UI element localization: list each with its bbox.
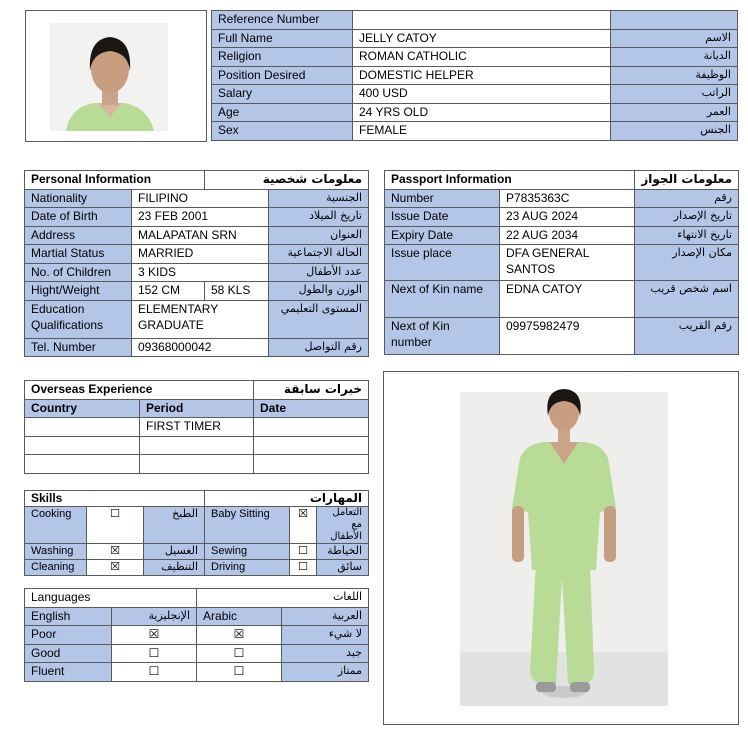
marital-label-ar: الحالة الاجتماعية (269, 245, 369, 264)
skills-table (24, 490, 369, 576)
full-body-photo (384, 372, 740, 726)
header-field-label: Age (212, 103, 353, 122)
header-field-value: JELLY CATOY (353, 29, 611, 48)
address-label: Address (25, 226, 132, 245)
header-field-label: Sex (212, 122, 353, 141)
passport-info-title: Passport Information (385, 171, 635, 190)
expiry-date-label: Expiry Date (385, 226, 500, 245)
kin-number-value: 09975982479 (500, 318, 635, 355)
skill-cooking-label: Cooking (25, 507, 87, 544)
header-field-value (353, 11, 611, 30)
overseas-col-period: Period (140, 399, 254, 418)
overseas-cell (25, 436, 140, 455)
skill-cooking-label-ar: الطبخ (144, 507, 205, 544)
portrait-photo-frame (25, 10, 207, 142)
dob-value: 23 FEB 2001 (132, 208, 269, 227)
header-field-value: DOMESTIC HELPER (353, 66, 611, 85)
personal-info-table (24, 170, 369, 357)
header-field-label: Salary (212, 85, 353, 104)
overseas-cell (254, 436, 369, 455)
overseas-title-ar: خبرات سابقة (254, 381, 369, 400)
kin-name-label-ar: اسم شخص قريب (635, 281, 739, 318)
overseas-cell (140, 455, 254, 474)
header-field-label-ar: الوظيفة (611, 66, 738, 85)
personal-info-title-ar: معلومات شخصية (205, 171, 369, 190)
skill-cooking-checkbox[interactable]: ☐ (87, 507, 144, 544)
header-row (212, 122, 738, 141)
issue-date-label: Issue Date (385, 208, 500, 227)
issue-place-value: DFA GENERAL SANTOS (500, 245, 635, 281)
header-field-value: ROMAN CATHOLIC (353, 48, 611, 67)
languages-title: Languages (25, 589, 197, 608)
nationality-value: FILIPINO (132, 189, 269, 208)
height-value: 152 CM (132, 282, 205, 301)
skill-cleaning-checkbox[interactable]: ☒ (87, 560, 144, 576)
passport-info-title-ar: معلومات الجواز (635, 171, 739, 190)
skill-cleaning-label: Cleaning (25, 560, 87, 576)
passport-number-value: P7835363C (500, 189, 635, 208)
skill-sewing-label-ar: الخياطة (317, 544, 369, 560)
header-field-label: Religion (212, 48, 353, 67)
expiry-date-label-ar: تاريخ الانتهاء (635, 226, 739, 245)
level-good-label-ar: جيد (282, 644, 369, 663)
tel-label-ar: رقم التواصل (269, 338, 369, 357)
skill-driving-label-ar: سائق (317, 560, 369, 576)
tel-label: Tel. Number (25, 338, 132, 357)
arabic-poor-checkbox[interactable]: ☒ (197, 626, 282, 645)
languages-title-ar: اللغات (197, 589, 369, 608)
personal-info-title: Personal Information (25, 171, 205, 190)
arabic-good-checkbox[interactable]: ☐ (197, 644, 282, 663)
overseas-title: Overseas Experience (25, 381, 254, 400)
header-field-value: 400 USD (353, 85, 611, 104)
arabic-fluent-checkbox[interactable]: ☐ (197, 663, 282, 682)
level-fluent-label: Fluent (25, 663, 112, 682)
header-field-value: FEMALE (353, 122, 611, 141)
header-row (212, 85, 738, 104)
children-label-ar: عدد الأطفال (269, 263, 369, 282)
marital-label: Martial Status (25, 245, 132, 264)
header-row (212, 103, 738, 122)
education-label-ar: المستوى التعليمي (269, 300, 369, 338)
languages-table (24, 588, 369, 682)
level-fluent-label-ar: ممتاز (282, 663, 369, 682)
header-row (212, 48, 738, 67)
header-info-table (211, 10, 738, 141)
education-value: ELEMENTARY GRADUATE (132, 300, 269, 338)
level-poor-label: Poor (25, 626, 112, 645)
overseas-cell (25, 418, 140, 437)
tel-value: 09368000042 (132, 338, 269, 357)
skills-title-ar: المهارات (205, 491, 369, 507)
header-field-label-ar (611, 11, 738, 30)
header-row (212, 29, 738, 48)
overseas-cell (254, 418, 369, 437)
nationality-label: Nationality (25, 189, 132, 208)
issue-date-value: 23 AUG 2024 (500, 208, 635, 227)
kin-name-label: Next of Kin name (385, 281, 500, 318)
header-field-label-ar: العمر (611, 103, 738, 122)
header-field-label-ar: الجنس (611, 122, 738, 141)
overseas-experience-table (24, 380, 369, 474)
english-fluent-checkbox[interactable]: ☐ (112, 663, 197, 682)
skill-sewing-checkbox[interactable]: ☐ (290, 544, 317, 560)
level-good-label: Good (25, 644, 112, 663)
header-row (212, 11, 738, 30)
skill-washing-label: Washing (25, 544, 87, 560)
english-poor-checkbox[interactable]: ☒ (112, 626, 197, 645)
kin-number-label-ar: رقم القريب (635, 318, 739, 355)
header-field-label-ar: الراتب (611, 85, 738, 104)
overseas-cell (140, 436, 254, 455)
nationality-label-ar: الجنسية (269, 189, 369, 208)
skill-cleaning-label-ar: التنظيف (144, 560, 205, 576)
skill-babysitting-label: Baby Sitting (205, 507, 290, 544)
language-english-label: English (25, 607, 112, 626)
passport-number-label: Number (385, 189, 500, 208)
full-body-photo-frame (383, 371, 739, 725)
address-value: MALAPATAN SRN (132, 226, 269, 245)
dob-label: Date of Birth (25, 208, 132, 227)
weight-value: 58 KLS (205, 282, 269, 301)
header-field-label: Position Desired (212, 66, 353, 85)
expiry-date-value: 22 AUG 2034 (500, 226, 635, 245)
portrait-photo (26, 11, 208, 143)
issue-place-label: Issue place (385, 245, 500, 281)
skill-driving-checkbox[interactable]: ☐ (290, 560, 317, 576)
height-weight-label-ar: الوزن والطول (269, 282, 369, 301)
skill-babysitting-checkbox[interactable]: ☒ (290, 507, 317, 544)
skill-washing-label-ar: الغسيل (144, 544, 205, 560)
education-label: Education Qualifications (25, 300, 132, 338)
issue-date-label-ar: تاريخ الإصدار (635, 208, 739, 227)
marital-value: MARRIED (132, 245, 269, 264)
address-label-ar: العنوان (269, 226, 369, 245)
height-weight-label: Hight/Weight (25, 282, 132, 301)
skill-sewing-label: Sewing (205, 544, 290, 560)
language-arabic-label-ar: العربية (282, 607, 369, 626)
overseas-cell (254, 455, 369, 474)
header-field-label-ar: الاسم (611, 29, 738, 48)
kin-name-value: EDNA CATOY (500, 281, 635, 318)
skill-washing-checkbox[interactable]: ☒ (87, 544, 144, 560)
children-value: 3 KIDS (132, 263, 269, 282)
overseas-cell: FIRST TIMER (140, 418, 254, 437)
kin-number-label: Next of Kin number (385, 318, 500, 355)
children-label: No. of Children (25, 263, 132, 282)
header-field-value: 24 YRS OLD (353, 103, 611, 122)
english-good-checkbox[interactable]: ☐ (112, 644, 197, 663)
header-field-label-ar: الديانة (611, 48, 738, 67)
passport-info-table (384, 170, 739, 355)
skill-driving-label: Driving (205, 560, 290, 576)
header-field-label: Full Name (212, 29, 353, 48)
skill-babysitting-label-ar: التعامل مع الأطفال (317, 507, 369, 544)
overseas-cell (25, 455, 140, 474)
language-arabic-label: Arabic (197, 607, 282, 626)
passport-number-label-ar: رقم (635, 189, 739, 208)
dob-label-ar: تاريخ الميلاد (269, 208, 369, 227)
overseas-col-country: Country (25, 399, 140, 418)
language-english-label-ar: الإنجليزية (112, 607, 197, 626)
skills-title: Skills (25, 491, 205, 507)
header-field-label: Reference Number (212, 11, 353, 30)
header-row (212, 66, 738, 85)
level-poor-label-ar: لا شيء (282, 626, 369, 645)
issue-place-label-ar: مكان الإصدار (635, 245, 739, 281)
overseas-col-date: Date (254, 399, 369, 418)
